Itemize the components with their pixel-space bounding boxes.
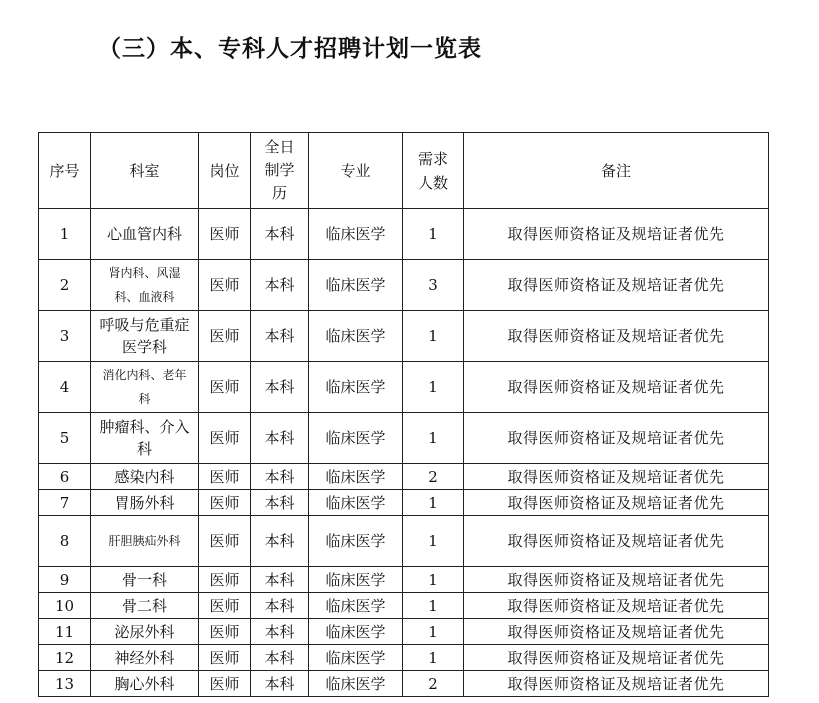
note-cell: 取得医师资格证及规培证者优先 <box>464 516 769 567</box>
count-cell: 2 <box>403 671 464 697</box>
table-row <box>39 619 769 645</box>
recruitment-plan-table <box>38 132 769 697</box>
major-cell: 临床医学 <box>309 311 403 362</box>
dept-cell: 肿瘤科、介入科 <box>91 413 199 464</box>
table-row <box>39 260 769 311</box>
position-cell: 医师 <box>199 567 251 593</box>
document-title: （三）本、专科人才招聘计划一览表 <box>98 35 482 62</box>
major-cell: 临床医学 <box>309 490 403 516</box>
education-cell: 本科 <box>251 645 309 671</box>
education-cell: 本科 <box>251 464 309 490</box>
position-cell: 医师 <box>199 490 251 516</box>
seq-cell: 1 <box>39 209 91 260</box>
dept-cell: 胸心外科 <box>91 671 199 697</box>
table-row <box>39 209 769 260</box>
header-education: 全日制学历 <box>251 133 309 209</box>
header-note: 备注 <box>464 133 769 209</box>
major-cell: 临床医学 <box>309 464 403 490</box>
education-cell: 本科 <box>251 619 309 645</box>
note-cell: 取得医师资格证及规培证者优先 <box>464 260 769 311</box>
seq-cell: 11 <box>39 619 91 645</box>
count-cell: 2 <box>403 464 464 490</box>
dept-cell: 肝胆胰疝外科 <box>91 516 199 567</box>
dept-cell: 心血管内科 <box>91 209 199 260</box>
major-cell: 临床医学 <box>309 645 403 671</box>
position-cell: 医师 <box>199 593 251 619</box>
education-cell: 本科 <box>251 362 309 413</box>
dept-cell: 骨一科 <box>91 567 199 593</box>
table-row <box>39 311 769 362</box>
header-count: 需求人数 <box>403 133 464 209</box>
major-cell: 临床医学 <box>309 413 403 464</box>
note-cell: 取得医师资格证及规培证者优先 <box>464 362 769 413</box>
note-cell: 取得医师资格证及规培证者优先 <box>464 464 769 490</box>
count-cell: 1 <box>403 490 464 516</box>
seq-cell: 5 <box>39 413 91 464</box>
table-row <box>39 413 769 464</box>
position-cell: 医师 <box>199 671 251 697</box>
table-row <box>39 490 769 516</box>
table-row <box>39 671 769 697</box>
note-cell: 取得医师资格证及规培证者优先 <box>464 413 769 464</box>
table-row <box>39 593 769 619</box>
table-row <box>39 645 769 671</box>
education-cell: 本科 <box>251 260 309 311</box>
position-cell: 医师 <box>199 260 251 311</box>
major-cell: 临床医学 <box>309 362 403 413</box>
education-cell: 本科 <box>251 311 309 362</box>
education-cell: 本科 <box>251 413 309 464</box>
dept-cell: 呼吸与危重症医学科 <box>91 311 199 362</box>
dept-cell: 神经外科 <box>91 645 199 671</box>
dept-cell: 感染内科 <box>91 464 199 490</box>
header-major: 专业 <box>309 133 403 209</box>
education-cell: 本科 <box>251 490 309 516</box>
seq-cell: 10 <box>39 593 91 619</box>
dept-cell: 肾内科、风湿科、血液科 <box>91 260 199 311</box>
count-cell: 1 <box>403 362 464 413</box>
note-cell: 取得医师资格证及规培证者优先 <box>464 209 769 260</box>
major-cell: 临床医学 <box>309 593 403 619</box>
major-cell: 临床医学 <box>309 619 403 645</box>
seq-cell: 8 <box>39 516 91 567</box>
count-cell: 1 <box>403 516 464 567</box>
education-cell: 本科 <box>251 671 309 697</box>
table-row <box>39 567 769 593</box>
count-cell: 1 <box>403 311 464 362</box>
education-cell: 本科 <box>251 516 309 567</box>
dept-cell: 骨二科 <box>91 593 199 619</box>
note-cell: 取得医师资格证及规培证者优先 <box>464 490 769 516</box>
seq-cell: 12 <box>39 645 91 671</box>
position-cell: 医师 <box>199 209 251 260</box>
table-row <box>39 516 769 567</box>
dept-cell: 泌尿外科 <box>91 619 199 645</box>
seq-cell: 13 <box>39 671 91 697</box>
table-row <box>39 464 769 490</box>
table-header-row <box>39 133 769 209</box>
position-cell: 医师 <box>199 413 251 464</box>
seq-cell: 9 <box>39 567 91 593</box>
dept-cell: 胃肠外科 <box>91 490 199 516</box>
note-cell: 取得医师资格证及规培证者优先 <box>464 567 769 593</box>
major-cell: 临床医学 <box>309 516 403 567</box>
note-cell: 取得医师资格证及规培证者优先 <box>464 645 769 671</box>
major-cell: 临床医学 <box>309 209 403 260</box>
position-cell: 医师 <box>199 619 251 645</box>
table-row <box>39 362 769 413</box>
education-cell: 本科 <box>251 209 309 260</box>
count-cell: 3 <box>403 260 464 311</box>
seq-cell: 7 <box>39 490 91 516</box>
note-cell: 取得医师资格证及规培证者优先 <box>464 671 769 697</box>
header-seq: 序号 <box>39 133 91 209</box>
note-cell: 取得医师资格证及规培证者优先 <box>464 619 769 645</box>
major-cell: 临床医学 <box>309 567 403 593</box>
header-dept: 科室 <box>91 133 199 209</box>
position-cell: 医师 <box>199 311 251 362</box>
seq-cell: 2 <box>39 260 91 311</box>
major-cell: 临床医学 <box>309 671 403 697</box>
seq-cell: 4 <box>39 362 91 413</box>
count-cell: 1 <box>403 593 464 619</box>
position-cell: 医师 <box>199 362 251 413</box>
count-cell: 1 <box>403 619 464 645</box>
seq-cell: 3 <box>39 311 91 362</box>
education-cell: 本科 <box>251 593 309 619</box>
seq-cell: 6 <box>39 464 91 490</box>
position-cell: 医师 <box>199 645 251 671</box>
count-cell: 1 <box>403 413 464 464</box>
position-cell: 医师 <box>199 464 251 490</box>
count-cell: 1 <box>403 567 464 593</box>
education-cell: 本科 <box>251 567 309 593</box>
note-cell: 取得医师资格证及规培证者优先 <box>464 593 769 619</box>
count-cell: 1 <box>403 209 464 260</box>
dept-cell: 消化内科、老年科 <box>91 362 199 413</box>
note-cell: 取得医师资格证及规培证者优先 <box>464 311 769 362</box>
position-cell: 医师 <box>199 516 251 567</box>
major-cell: 临床医学 <box>309 260 403 311</box>
count-cell: 1 <box>403 645 464 671</box>
header-position: 岗位 <box>199 133 251 209</box>
